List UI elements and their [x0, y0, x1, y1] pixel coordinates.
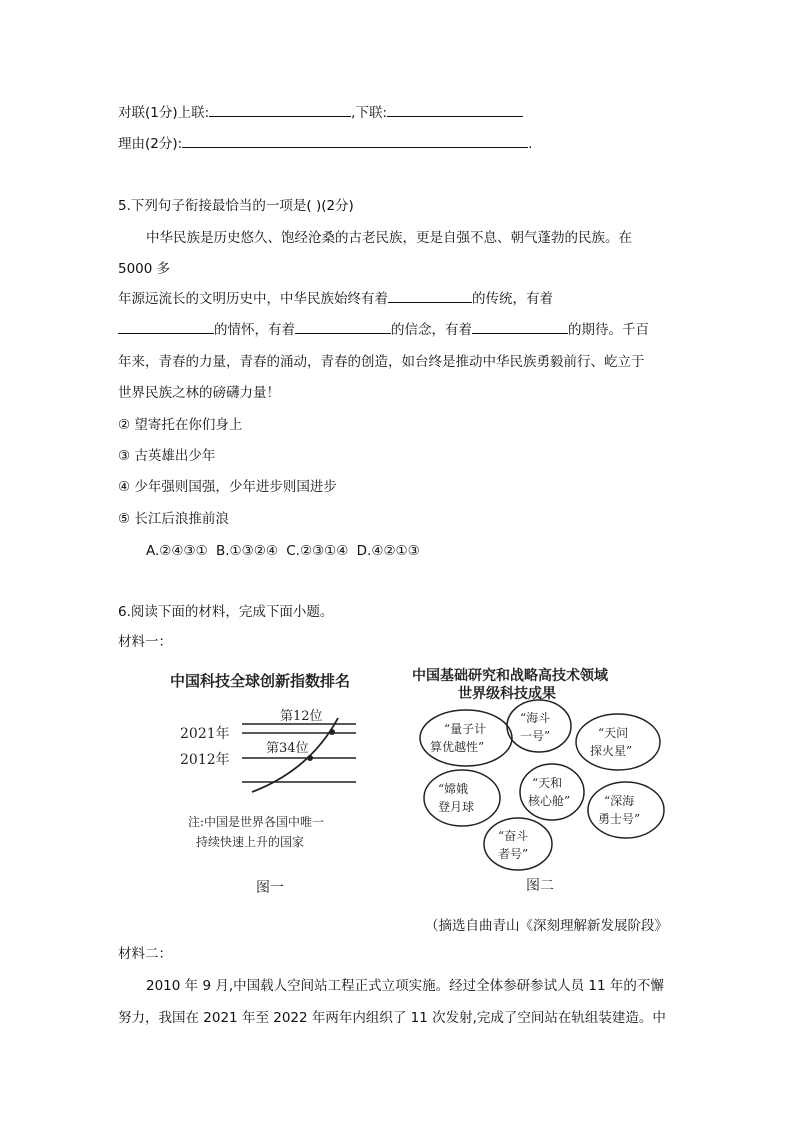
reason-end: .	[528, 136, 533, 152]
material-2-line-2: 努力，我国在 2021 年至 2022 年两年内组织了 11 次发射,完成了空间站在轨组装建造。中	[118, 1010, 666, 1026]
material-1-label: 材料一：	[118, 634, 172, 650]
bubble-tianhe-line-2: 核心舱”	[528, 794, 571, 808]
bubble-shenhai-line-2: 勇士号”	[598, 812, 641, 826]
q6-title: 6.阅读下面的材料，完成下面小题。	[118, 604, 334, 620]
rank-2021-label: 第12位	[280, 709, 323, 724]
reason-row	[118, 135, 532, 153]
bubble-change-line-1: “嫦娥	[438, 782, 469, 796]
bubble-tianwen-line-1: “天问	[598, 726, 629, 740]
reason-label: 理由(2分):	[118, 136, 183, 152]
q5-blank-2[interactable]	[118, 321, 214, 334]
bubble-quantum-line-1: “量子计	[444, 722, 487, 736]
q5-blank-1[interactable]	[388, 290, 472, 303]
q5-item-4: ④ 少年强则国强，少年进步则国进步	[118, 479, 337, 495]
year-2021-label: 2021年	[180, 726, 230, 742]
couplet-row	[118, 104, 523, 122]
bubble-tianwen	[576, 714, 660, 770]
figure-1-title: 中国科技全球创新指数排名	[170, 672, 351, 690]
bubble-quantum-line-2: 算优越性”	[430, 740, 485, 754]
q5-para-line-1: 中华民族是历史悠久、饱经沧桑的古老民族，更是自强不息、朝气蓬勃的民族。在	[146, 230, 632, 246]
bubble-tianwen-line-2: 探火星”	[590, 744, 633, 758]
figure-1-caption: 图一	[256, 880, 284, 896]
figure-1-note-line-1: 注:中国是世界各国中唯一	[188, 815, 325, 829]
material-1-source: （摘选自曲青山《深刻理解新发展阶段》	[425, 918, 668, 934]
q5-text-3b: 的传统，有着	[472, 291, 553, 307]
figure-2-caption: 图二	[526, 878, 554, 894]
q5-para-line-3	[118, 290, 553, 308]
q5-blank-4[interactable]	[472, 321, 568, 334]
q5-title: 5.下列句子衔接最恰当的一项是( )(2分)	[118, 198, 354, 214]
bubble-quantum	[420, 710, 512, 766]
couplet-upper-label: 对联(1分)上联:	[118, 105, 210, 121]
q5-item-2: ② 望寄托在你们身上	[118, 417, 243, 433]
q5-item-3: ③ 古英雄出少年	[118, 448, 216, 464]
bubble-shenhai	[588, 782, 664, 838]
bubble-fendouzhe-line-2: 者号”	[498, 847, 529, 861]
bubble-tianhe-line-1: “天和	[532, 776, 563, 790]
figure-2-svg	[404, 660, 674, 900]
upper-couplet-blank[interactable]	[209, 104, 351, 117]
q5-text-3a: 年源远流长的文明历史中，中华民族始终有着	[118, 291, 388, 307]
rank-2012-label: 第34位	[266, 741, 309, 756]
q5-para-line-6: 世界民族之林的磅礴力量！	[118, 385, 280, 401]
q5-options[interactable]: A.②④③① B.①③②④ C.②③①④ D.④②①③	[146, 543, 420, 559]
bubble-haidou	[507, 700, 571, 752]
q5-text-4a: 的情怀，有着	[214, 322, 295, 338]
couplet-lower-label: ,下联:	[351, 105, 388, 121]
material-2-label: 材料二：	[118, 946, 172, 962]
bubble-change-line-2: 登月球	[438, 800, 475, 814]
figure-2-title-line-1: 中国基础研究和战略高技术领域	[412, 668, 608, 684]
material-2-line-1: 2010 年 9 月,中国载人空间站工程正式立项实施。经过全体参研参试人员 11 年的不懈	[146, 978, 664, 994]
figure-1	[160, 660, 380, 900]
bubble-change	[424, 770, 500, 826]
figure-1-note-line-2: 持续快速上升的国家	[196, 835, 305, 849]
q5-para-line-4	[118, 321, 649, 339]
q5-text-4b: 的信念，有着	[391, 322, 472, 338]
bubble-haidou-line-1: “海斗	[520, 711, 551, 725]
bubble-fendouzhe	[484, 818, 552, 870]
q5-para-line-5: 年来，青春的力量，青春的涌动，青春的创造，如台终是推动中华民族勇毅前行、屹立于	[118, 354, 645, 370]
year-2012-label: 2012年	[180, 752, 230, 768]
q5-blank-3[interactable]	[295, 321, 391, 334]
figure-1-svg	[160, 660, 380, 900]
bubble-tianhe	[520, 764, 584, 820]
bubble-haidou-line-2: 一号”	[520, 729, 551, 743]
reason-blank[interactable]	[182, 135, 528, 148]
figure-2	[404, 660, 674, 900]
q5-item-5: ⑤ 长江后浪推前浪	[118, 511, 229, 527]
rank-point-2021	[329, 729, 335, 735]
bubble-shenhai-line-1: “深海	[604, 794, 635, 808]
q5-para-line-2: 5000 多	[118, 261, 171, 277]
bubble-fendouzhe-line-1: “奋斗	[498, 829, 529, 843]
q5-text-4c: 的期待。千百	[568, 322, 649, 338]
figure-2-title-line-2: 世界级科技成果	[458, 686, 556, 702]
lower-couplet-blank[interactable]	[387, 104, 523, 117]
